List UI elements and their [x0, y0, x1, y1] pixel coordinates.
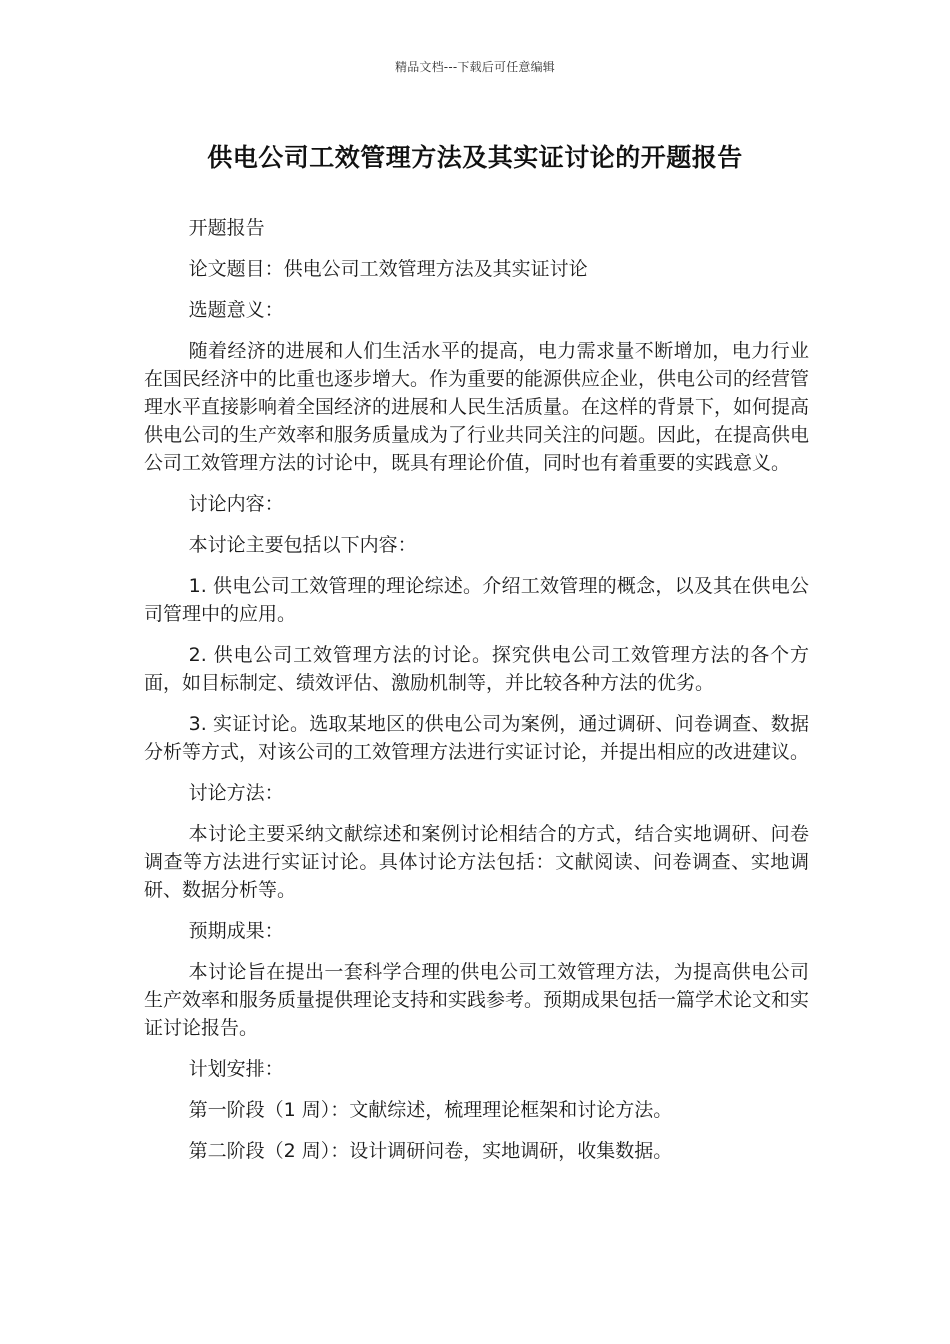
list-item-1: 1. 供电公司工效管理的理论综述。介绍工效管理的概念，以及其在供电公司管理中的应用。: [144, 575, 809, 625]
heading-expected-results: 预期成果：: [188, 920, 284, 942]
paragraph-significance: 随着经济的进展和人们生活水平的提高，电力需求量不断增加，电力行业在国民经济中的比重也逐步增大。作为重要的能源供应企业，供电公司的经营管理水平直接影响着全国经济的进展和人民生活质量。在这样的背景下，如何提高供电公司的生产效率和服务质量成为了行业共同关注的问题。因此，在提高供电公司工效管理方法的讨论中，既具有理论价值，同时也有着重要的实践意义。: [144, 340, 810, 474]
heading-schedule: 计划安排：: [188, 1058, 284, 1080]
list-item-2: 2. 供电公司工效管理方法的讨论。探究供电公司工效管理方法的各个方面，如目标制定、绩效评估、激励机制等，并比较各种方法的优劣。: [144, 644, 809, 694]
header-note: 精品文档---下载后可任意编辑: [395, 60, 555, 74]
heading-method: 讨论方法：: [188, 782, 284, 804]
schedule-stage-1: 第一阶段（1 周）：文献综述，梳理理论框架和讨论方法。: [188, 1099, 673, 1121]
schedule-stage-2: 第二阶段（2 周）：设计调研问卷，实地调研，收集数据。: [188, 1140, 673, 1162]
paragraph-thesis-title: 论文题目：供电公司工效管理方法及其实证讨论: [188, 258, 588, 280]
paragraph-method: 本讨论主要采纳文献综述和案例讨论相结合的方式，结合实地调研、问卷调查等方法进行实证讨论。具体讨论方法包括：文献阅读、问卷调查、实地调研、数据分析等。: [144, 823, 809, 901]
paragraph-report-label: 开题报告: [188, 217, 265, 239]
document-body: [144, 214, 809, 1178]
paragraph-content-intro: 本讨论主要包括以下内容：: [188, 534, 417, 556]
heading-content: 讨论内容：: [188, 493, 284, 515]
heading-significance: 选题意义：: [188, 299, 284, 321]
paragraph-expected-results: 本讨论旨在提出一套科学合理的供电公司工效管理方法，为提高供电公司生产效率和服务质量提供理论支持和实践参考。预期成果包括一篇学术论文和实证讨论报告。: [144, 961, 810, 1039]
list-item-3: 3. 实证讨论。选取某地区的供电公司为案例，通过调研、问卷调查、数据分析等方式，对该公司的工效管理方法进行实证讨论，并提出相应的改进建议。: [144, 713, 810, 763]
document-title: 供电公司工效管理方法及其实证讨论的开题报告: [207, 143, 743, 172]
